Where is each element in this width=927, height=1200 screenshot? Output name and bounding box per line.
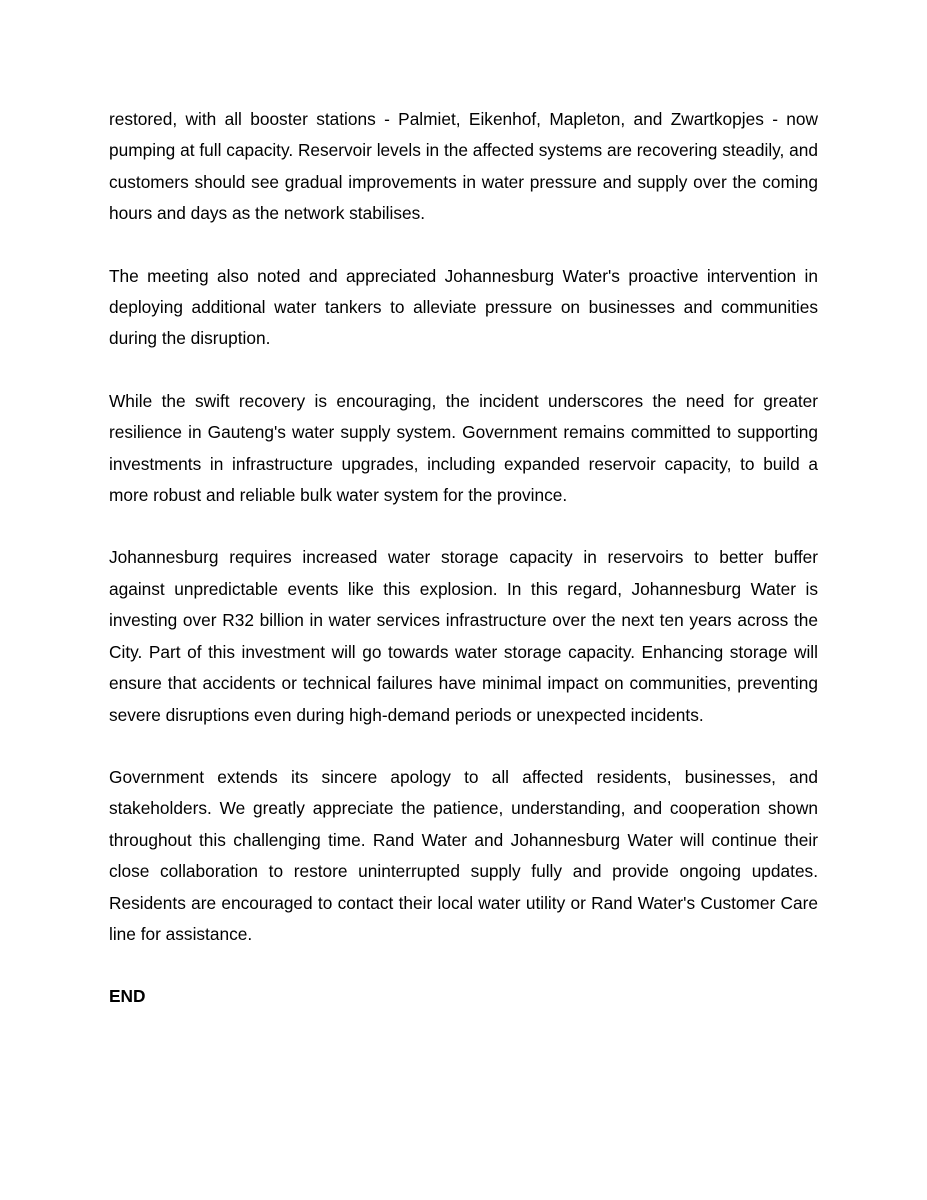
paragraph-resilience: While the swift recovery is encouraging, the incident underscores the need for greater resilience in Gauteng's water supply system. Government remains committed to supporting investments in infrastructure upgrades, including expanded reservoir capacity, to build a more robust and reliable bulk water system for the province. (109, 390, 818, 506)
paragraph-storage-investment: Johannesburg requires increased water storage capacity in reservoirs to better buffer against unpredictable events like this explosion. In this regard, Johannesburg Water is investing over R32 billion in water services infrastructure over the next ten years across the City. Part of this investment will go towards water storage capacity. Enhancing storage will ensure that accidents or technical failures have minimal impact on communities, preventing severe disruptions even during high-demand periods or unexpected incidents. (109, 547, 818, 725)
paragraph-booster-stations: restored, with all booster stations - Palmiet, Eikenhof, Mapleton, and Zwartkopjes - now pumping at full capacity. Reservoir levels in the affected systems are recovering steadily, and customers should see gradual improvements in water pressure and supply over the coming hours and days as the network stabilises. (109, 109, 818, 224)
document-page (109, 104, 818, 1013)
paragraph-apology: Government extends its sincere apology to all affected residents, businesses, and stakeholders. We greatly appreciate the patience, understanding, and cooperation shown throughout this challenging time. Rand Water and Johannesburg Water will continue their close collaboration to restore uninterrupted supply fully and provide ongoing updates. Residents are encouraged to contact their local water utility or Rand Water's Customer Care line for assistance. (109, 766, 818, 944)
end-marker: END (109, 986, 146, 1007)
paragraph-water-tankers: The meeting also noted and appreciated Johannesburg Water's proactive intervention in deploying additional water tankers to alleviate pressure on businesses and communities during the disruption. (109, 265, 818, 349)
